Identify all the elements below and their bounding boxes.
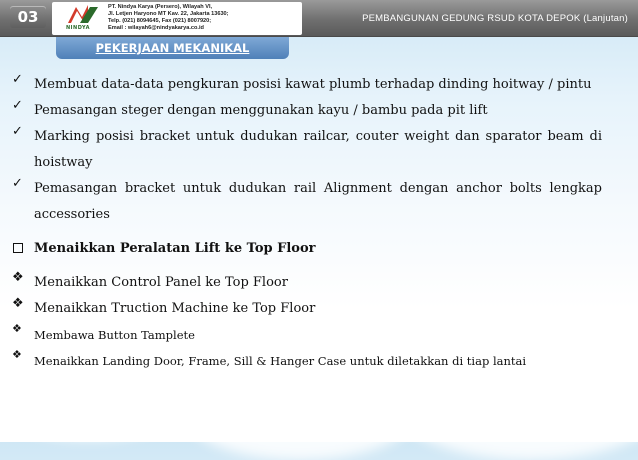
four-diamond-icon: ❖	[12, 296, 24, 311]
company-line: Telp. (021) 8094645, Fax (021) 8007920;	[108, 18, 212, 24]
background-cloud	[180, 360, 420, 460]
company-line: Email : wilayah6@nindyakarya.co.id	[108, 25, 204, 31]
four-diamond-icon: ❖	[12, 322, 22, 335]
checklist-item: ✓ Pemasangan bracket untuk dudukan rail Alignment dengan anchor bolts lengkap accessories	[12, 176, 602, 222]
nindya-logo-icon	[66, 3, 100, 25]
company-line: Jl. Letjen Haryono MT Kav. 22, Jakarta 13630;	[108, 11, 229, 17]
check-mark-icon: ✓	[12, 124, 23, 139]
check-mark-icon: ✓	[12, 176, 23, 191]
check-mark-icon: ✓	[12, 72, 23, 87]
checklist-item: ✓ Pemasangan steger dengan menggunakan kayu / bambu pada pit lift	[12, 98, 488, 118]
section-tab: PEKERJAAN MEKANIKAL	[56, 37, 289, 59]
company-logo-block	[52, 2, 302, 35]
list-item: ❖ Menaikkan Control Panel ke Top Floor	[12, 270, 288, 290]
header-bar	[0, 0, 638, 37]
slide-content	[12, 72, 602, 374]
four-diamond-icon: ❖	[12, 348, 22, 361]
slide-number: 03	[10, 6, 46, 28]
checklist-item: ✓ Membuat data-data pengkuran posisi kawat plumb terhadap dinding hoitway / pintu	[12, 72, 592, 92]
list-item: ❖ Membawa Button Tamplete	[12, 322, 195, 342]
check-mark-icon: ✓	[12, 98, 23, 113]
company-line: PT. Nindya Karya (Persero), Wilayah VI,	[108, 4, 213, 10]
list-item: ❖ Menaikkan Landing Door, Frame, Sill & Hanger Case untuk diletakkan di tiap lantai	[12, 348, 527, 368]
four-diamond-icon: ❖	[12, 270, 24, 285]
company-address	[108, 4, 229, 32]
square-box-icon	[13, 243, 23, 253]
checklist-item: ✓ Marking posisi bracket untuk dudukan railcar, couter weight dan sparator beam di hoistway	[12, 124, 602, 170]
subheading: Menaikkan Peralatan Lift ke Top Floor	[12, 236, 602, 262]
logo-wordmark: NINDYA	[66, 25, 91, 31]
project-title: PEMBANGUNAN GEDUNG RSUD KOTA DEPOK (Lanjutan)	[362, 13, 628, 24]
list-item: ❖ Menaikkan Truction Machine ke Top Floor	[12, 296, 316, 316]
